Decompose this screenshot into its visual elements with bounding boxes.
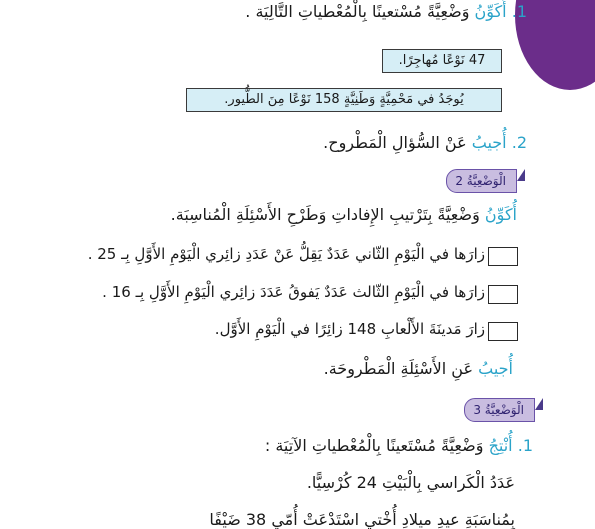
situation-3-tag-fold (535, 398, 543, 410)
situation-2-answer-text: عَنِ الأَسْئِلَةِ الْمَطْروحَة. (323, 359, 474, 378)
item-1-text: زارَها في الْيَوْمِ الثّاني عَدَدٌ يَقِلُّ عَنْ عَدَدِ زائِري الْيَوْمِ الأَوَّلِ بِـ 25 . (87, 245, 485, 263)
situation-2-tag-fold (517, 169, 525, 181)
data-box-2 (186, 88, 502, 112)
situation-2-instruction-text: وَضْعِيَّةً بِتَرْتيبِ الإِفاداتِ وَطَرْحِ الأَسْئِلَةِ الْمُناسِبَة. (170, 205, 480, 224)
situation-3-step1-number: 1. (517, 436, 533, 455)
step1-number: 1. (511, 2, 527, 21)
situation-2-instruction-verb: أُكَوِّنُ (484, 205, 517, 224)
situation-3-step1-text: وَضْعِيَّةً مُسْتَعينًا بِالْمُعْطياتِ الآتِيَة : (264, 436, 484, 455)
data-box-1-text: 47 نَوْعًا مُهاجِرًا. (398, 53, 486, 68)
situation-2-instruction (171, 205, 517, 224)
item-3-checkbox[interactable] (488, 322, 518, 341)
item-2-checkbox[interactable] (488, 285, 518, 304)
situation-3-step1-verb: أُنْتِجُ (488, 436, 513, 455)
situation-3-step1 (265, 436, 533, 455)
situation-3-line-2: بِمُناسَبَةِ عيدِ ميلادِ أُخْتي اسْتَدْعَتْ أُمّي 38 ضَيْفًا (209, 510, 515, 529)
item-1-checkbox[interactable] (488, 247, 518, 266)
situation-3-tag (464, 398, 535, 422)
situation-2-answer-verb: أُجيبُ (478, 359, 513, 378)
step2-text: عَنْ السُّؤالِ الْمَطْروح. (323, 133, 467, 152)
step1-text: وَضْعِيَّةً مُسْتعينًا بِالْمُعْطياتِ التَّالِيَة . (245, 2, 470, 21)
data-box-1 (382, 49, 502, 73)
step2-verb: أُجيبُ (471, 133, 507, 152)
item-3-text: زارَ مَدينَةَ الأَلْعابِ 148 زائِرًا في الْيَوْمِ الأَوَّل. (214, 320, 485, 338)
situation-3-tag-label: الْوَضْعِيَّةُ 3 (473, 403, 524, 417)
situation-2-tag (446, 169, 517, 193)
corner-decoration (515, 0, 595, 90)
situation-2-answer (324, 359, 513, 378)
step1-verb: أُكَوِّنُ (474, 2, 507, 21)
step2-line (323, 133, 527, 152)
step2-number: 2. (511, 133, 527, 152)
data-box-2-text: يُوجَدُ في مَحْمِيَّةٍ وَطَنِيَّةٍ 158 نَوْعًا مِنَ الطُّيور. (224, 92, 464, 107)
step1-line (245, 2, 527, 21)
situation-2-tag-label: الْوَضْعِيَّةُ 2 (455, 174, 506, 188)
item-2-text: زارَها في الْيَوْمِ الثّالث عَدَدٌ يَفوقُ عَدَدَ زائِري الْيَوْمِ الأَوَّلِ بِـ 16 . (102, 283, 485, 301)
situation-3-line-1: عَدَدُ الْكَراسي بِالْبَيْتِ 24 كُرْسِيًّا. (306, 473, 515, 492)
